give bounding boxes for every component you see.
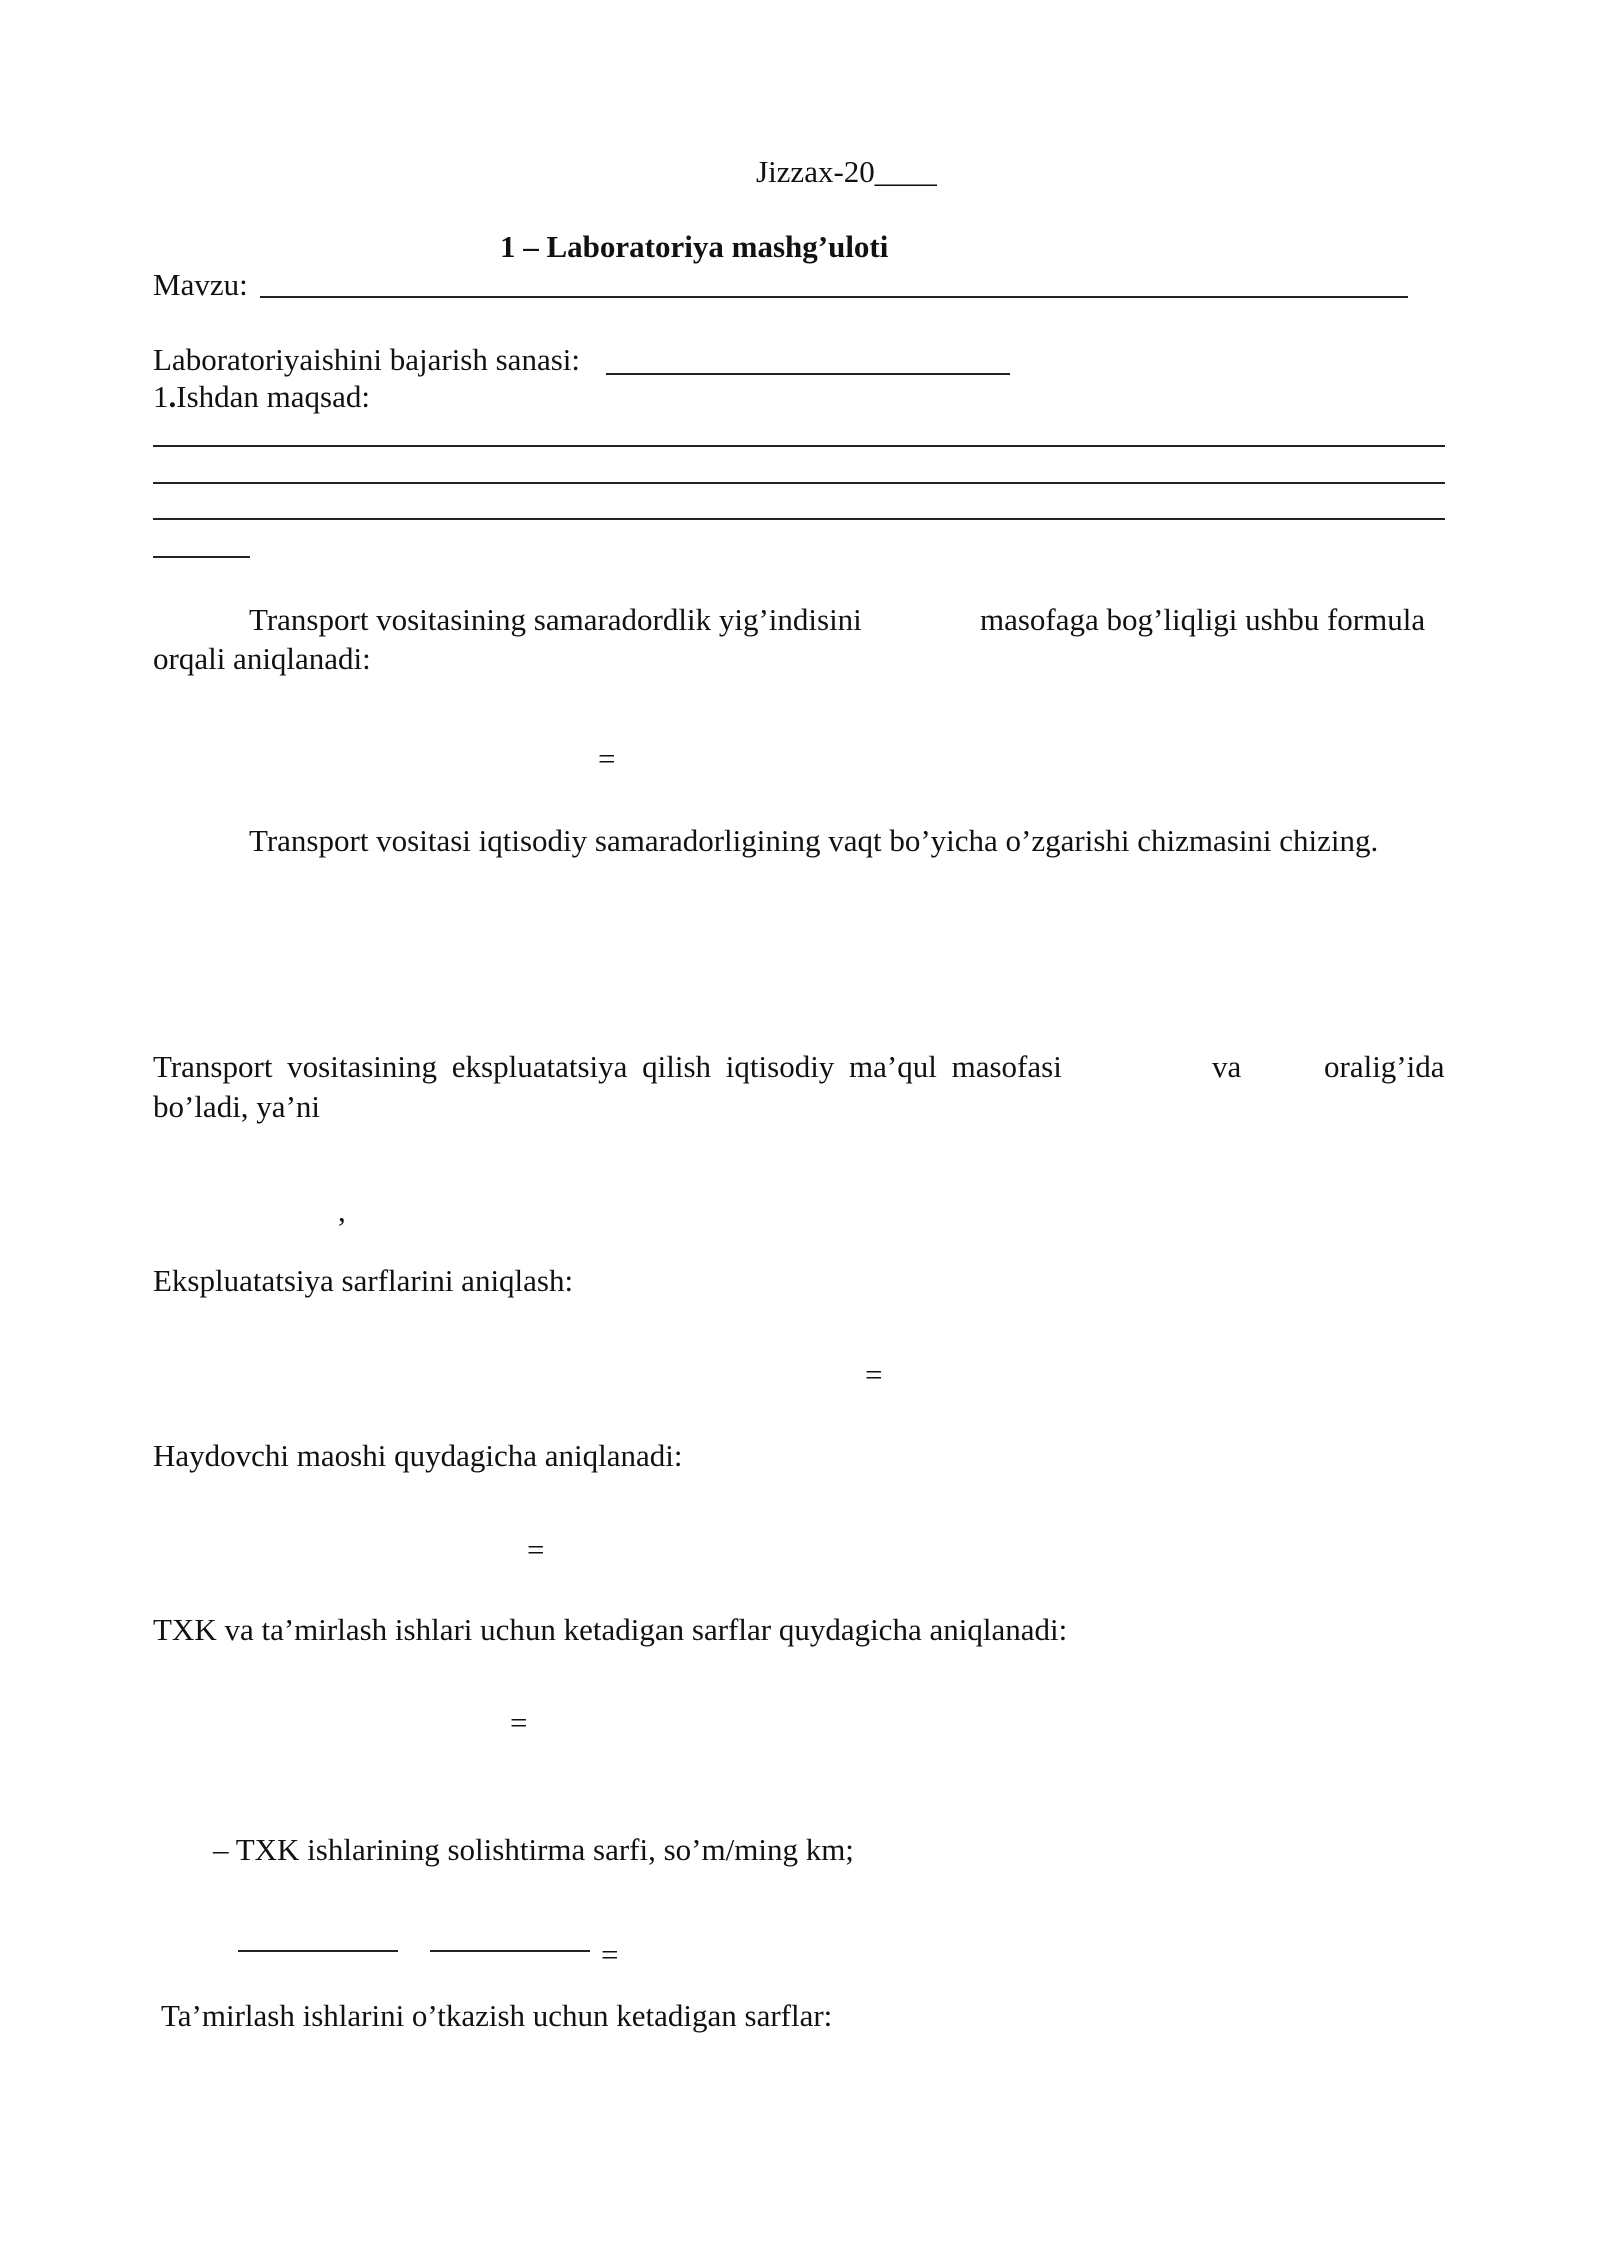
goal-blank-line-1[interactable] bbox=[153, 445, 1445, 447]
para3-line2: bo’ladi, ya’ni bbox=[153, 1089, 321, 1124]
expenses-heading: Ekspluatatsiya sarflarini aniqlash: bbox=[153, 1263, 574, 1298]
goal-number: 1 bbox=[153, 379, 169, 414]
para3-line1-right: oralig’ida bbox=[1324, 1049, 1445, 1084]
place-year: Jizzax-20____ bbox=[756, 154, 937, 189]
equation-1-equals: = bbox=[598, 741, 616, 776]
para3-line1-left: Transport vositasining ekspluatatsiya qilish iqtisodiy ma’qul masofasi bbox=[153, 1049, 1062, 1084]
para2-drawing-instruction: Transport vositasi iqtisodiy samaradorligining vaqt bo’yicha o’zgarishi chizmasini chizing. bbox=[249, 823, 1379, 858]
equation-3-equals: = bbox=[527, 1532, 545, 1567]
para1-line1-left: Transport vositasining samaradordlik yig’indisini bbox=[249, 602, 862, 637]
goal-blank-line-4[interactable] bbox=[153, 556, 250, 558]
para1-line2: orqali aniqlanadi: bbox=[153, 641, 371, 676]
equation-2-equals: = bbox=[865, 1357, 883, 1392]
para1-line1-right: masofaga bog’liqligi ushbu formula bbox=[980, 602, 1426, 637]
date-blank-line[interactable] bbox=[606, 373, 1010, 375]
topic-label: Mavzu: bbox=[153, 267, 248, 302]
fraction-blank-line-2[interactable] bbox=[430, 1950, 590, 1952]
para3-line1-mid: va bbox=[1212, 1049, 1242, 1084]
goal-label bbox=[153, 378, 370, 416]
equation-5-equals: = bbox=[601, 1937, 619, 1972]
driver-salary-heading: Haydovchi maoshi quydagicha aniqlanadi: bbox=[153, 1438, 683, 1473]
goal-text: Ishdan maqsad: bbox=[176, 379, 370, 414]
date-label: Laboratoriyaishini bajarish sanasi: bbox=[153, 342, 580, 377]
page-title: 1 – Laboratoriya mashg’uloti bbox=[500, 229, 889, 264]
comma-separator: , bbox=[338, 1193, 346, 1228]
goal-dot: . bbox=[168, 379, 177, 414]
goal-blank-line-3[interactable] bbox=[153, 518, 1445, 520]
maintenance-heading: TXK va ta’mirlash ishlari uchun ketadigan sarflar quydagicha aniqlanadi: bbox=[153, 1612, 1068, 1647]
goal-blank-line-2[interactable] bbox=[153, 482, 1445, 484]
repair-heading: Ta’mirlash ishlarini o’tkazish uchun ketadigan sarflar: bbox=[161, 1998, 833, 2033]
txk-definition: – TXK ishlarining solishtirma sarfi, so’m/ming km; bbox=[213, 1832, 854, 1867]
fraction-blank-line-1[interactable] bbox=[238, 1950, 398, 1952]
topic-blank-line[interactable] bbox=[260, 296, 1408, 298]
equation-4-equals: = bbox=[510, 1705, 528, 1740]
